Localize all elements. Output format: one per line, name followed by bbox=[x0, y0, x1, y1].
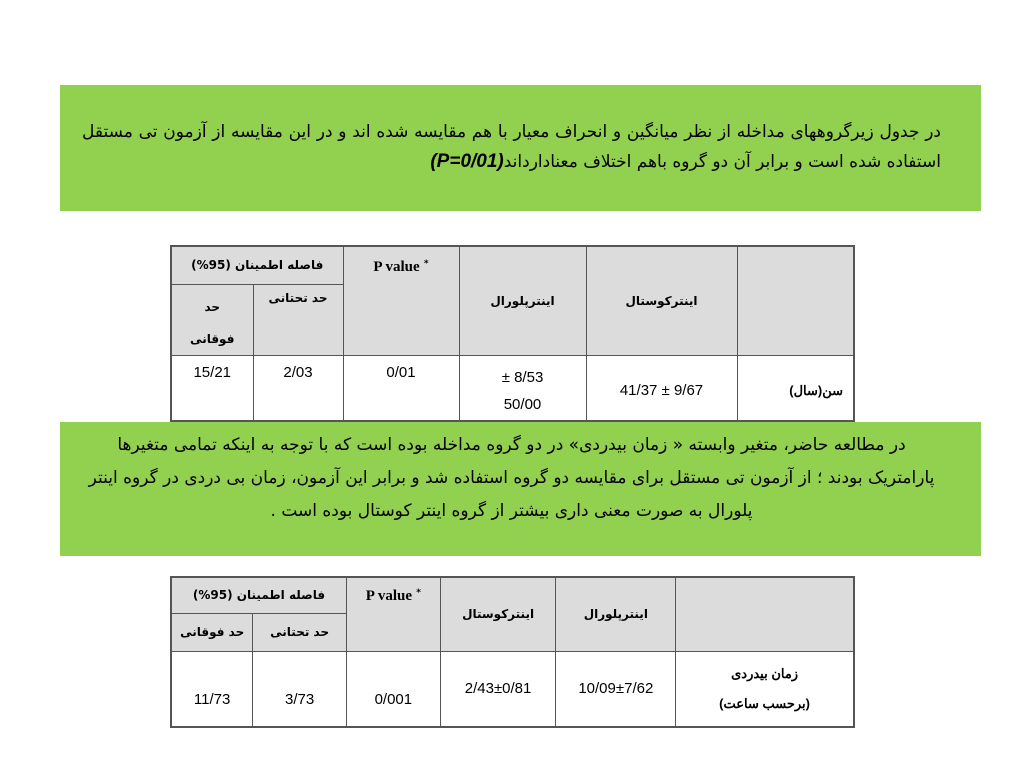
analgesia-time-table bbox=[170, 576, 855, 728]
table-row bbox=[171, 355, 854, 421]
p-value-header: P value * bbox=[347, 577, 441, 651]
row-label-header bbox=[676, 577, 854, 651]
p-value-header: P value * bbox=[343, 246, 459, 355]
lower-limit-header: حد تحتانی bbox=[253, 284, 343, 355]
upper-limit-cell: 15/21 bbox=[171, 355, 253, 421]
age-comparison-table bbox=[170, 245, 855, 422]
p-value-cell: 0/001 bbox=[347, 651, 441, 727]
lower-limit-header: حد تحتانی bbox=[253, 613, 347, 651]
findings-text-box bbox=[60, 422, 981, 556]
upper-limit-cell: 11/73 bbox=[171, 651, 253, 727]
ci-header: فاصله اطمینان (95%) bbox=[171, 577, 347, 613]
interpleural-cell: 10/09±7/62 bbox=[556, 651, 676, 727]
intercostal-header: اینترکوستال bbox=[440, 577, 556, 651]
upper-limit-header: حد فوقانی bbox=[171, 284, 253, 355]
intercostal-header: اینترکوستال bbox=[586, 246, 737, 355]
intercostal-cell: 2/43±0/81 bbox=[440, 651, 556, 727]
ci-header: فاصله اطمینان (95%) bbox=[171, 246, 343, 284]
upper-limit-header: حد فوقانی bbox=[171, 613, 253, 651]
row-label-header bbox=[737, 246, 854, 355]
intro-text: در جدول زیرگروههای مداخله از نظر میانگین و انحراف معیار با هم مقایسه شده اند و در این مقایسه از آزمون تی مستقل استفاده شده است و برابر آن دو گروه باهم اختلاف معنادارداند bbox=[82, 122, 941, 172]
row-label-analgesia-time: زمان بیدردی (برحسب ساعت) bbox=[676, 651, 854, 727]
intercostal-cell: 41/37 ± 9/67 bbox=[586, 355, 737, 421]
table-row bbox=[171, 651, 854, 727]
intro-p-value: (P=0/01) bbox=[430, 151, 504, 172]
row-label-age: سن(سال) bbox=[737, 355, 854, 421]
lower-limit-cell: 3/73 bbox=[253, 651, 347, 727]
interpleural-header: اینترپلورال bbox=[459, 246, 586, 355]
p-value-cell: 0/01 bbox=[343, 355, 459, 421]
intro-text-box bbox=[60, 85, 981, 211]
findings-text: در مطالعه حاضر، متغیر وابسته « زمان بیدردی» در دو گروه مداخله بوده است که با توجه به اینکه تمامی متغیرها پارامتریک بودند ؛ از آزمون تی مستقل برای مقایسه دو گروه استفاده شد و برابر این آزمون، زمان بی دردی در گروه اینتر پلورال به صورت معنی داری بیشتر از گروه اینتر کوستال بوده است . bbox=[88, 435, 935, 521]
interpleural-header: اینترپلورال bbox=[556, 577, 676, 651]
lower-limit-cell: 2/03 bbox=[253, 355, 343, 421]
interpleural-cell: ± 8/53 50/00 bbox=[459, 355, 586, 421]
